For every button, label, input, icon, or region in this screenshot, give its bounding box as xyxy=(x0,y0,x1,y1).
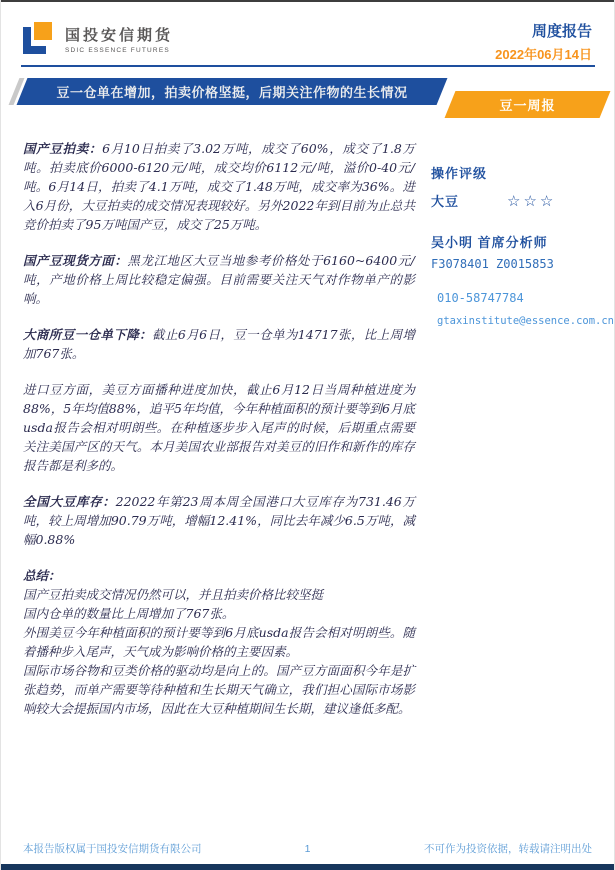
paragraph-text: 黑龙江地区大豆当地参考价格处于6160~6400元/吨，产地价格上周比较稳定偏强。目前需要关注天气对作物单产的影响。 xyxy=(23,253,415,306)
summary-line: 国产豆拍卖成交情况仍然可以，并且拍卖价格比较坚挺 xyxy=(23,587,324,602)
logo-blue-shape xyxy=(23,46,46,54)
brand-text xyxy=(65,24,173,54)
report-badge-label: 豆一周报 xyxy=(499,98,556,113)
summary-line: 国内仓单的数量比上周增加了767张。 xyxy=(23,606,235,621)
contact-phone: 010-58747784 xyxy=(437,291,524,305)
report-footer xyxy=(23,841,592,856)
analyst-sidebar xyxy=(431,163,614,327)
report-date: 2022年06月14日 xyxy=(495,47,592,62)
analyst-license-ids: F3078401 Z0015853 xyxy=(431,257,554,271)
paragraph-text: 截止6月6日，豆一仓单为14717张，比上周增加767张。 xyxy=(23,327,415,361)
brand-logo-icon xyxy=(23,22,55,54)
paragraph-spot xyxy=(23,251,415,308)
report-title: 豆一仓单在增加，拍卖价格坚挺，后期关注作物的生长情况 xyxy=(56,85,408,100)
rating-stars-icon: ☆☆☆ xyxy=(507,192,557,210)
paragraph-label: 大商所豆一仓单下降： xyxy=(23,327,153,342)
brand-name: 国投安信期货 xyxy=(65,27,174,44)
bottom-bar xyxy=(1,864,614,870)
paragraph-text: 22022年第23周本周全国港口大豆库存为731.46万吨，较上周增加90.79万吨，增幅12.41%，同比去年减少6.5万吨，减幅0.88% xyxy=(23,494,415,547)
top-divider xyxy=(1,0,614,2)
brand-subtitle: SDIC ESSENCE FUTURES xyxy=(65,47,170,54)
contact-email: gtaxinstitute@essence.com.cn xyxy=(437,315,615,327)
header-divider xyxy=(21,65,595,67)
paragraph-label: 国产豆现货方面： xyxy=(23,253,128,268)
summary-line: 外围美豆今年种植面积的预计要等到6月底usda报告会相对明朗些。随着播种步入尾声，天气成为影响价格的主要因素。 xyxy=(23,625,415,659)
paragraph-inventory xyxy=(23,492,415,549)
report-badge xyxy=(445,91,611,118)
paragraph-label: 国产豆拍卖： xyxy=(23,141,103,156)
footer-disclaimer: 不可作为投资依据，转载请注明出处 xyxy=(424,843,592,855)
logo-orange-square xyxy=(34,22,52,40)
report-type-label: 周度报告 xyxy=(531,23,592,40)
paragraph-warehouse-receipts xyxy=(23,325,415,363)
footer-copyright: 本报告版权属于国投安信期货有限公司 xyxy=(23,843,202,855)
rating-section-title: 操作评级 xyxy=(431,166,488,181)
paragraph-auction xyxy=(23,139,415,234)
rating-row xyxy=(431,191,614,210)
paragraph-text: 进口豆方面，美豆方面播种进度加快，截止6月12日当周种植进度为88%，5年均值88%，追平5年均值，今年种植面积的预计要等到6月底usda报告会相对明朗些。在种植逐步步入尾声的时候，后期重点需要关注美国产区的天气。本月美国农业部报告对美豆的旧作和新作的库存报告都是利多的。 xyxy=(23,382,415,473)
title-banner xyxy=(17,78,448,105)
header-right xyxy=(495,20,592,63)
paragraph-label: 全国大豆库存： xyxy=(23,494,116,509)
page-number: 1 xyxy=(304,842,311,855)
paragraph-imports xyxy=(23,380,415,475)
report-body xyxy=(23,139,415,718)
summary-line: 国际市场谷物和豆类价格的驱动均是向上的。国产豆方面面积今年是扩张趋势，而单产需要等待种植和生长期天气确立，我们担心国际市场影响较大会提振国内市场，因此在大豆种植期间生长期，建议逢低多配。 xyxy=(23,663,415,716)
summary-label: 总结： xyxy=(23,568,61,583)
analyst-name-title: 吴小明 首席分析师 xyxy=(431,235,548,250)
summary-section xyxy=(23,566,415,718)
paragraph-text: 6月10日拍卖了3.02万吨，成交了60%，成交了1.8万吨。拍卖底价6000-6120元/吨，成交均价6112元/吨，溢价0-40元/吨。6月14日，拍卖了4.1万吨，成交了1.48万吨，成交率为36%。进入6月份，大豆拍卖的成交情况表现较好。另外2022年到目前为止总共竞价拍卖了95万吨国产豆，成交了25万吨。 xyxy=(23,141,415,232)
rating-commodity: 大豆 xyxy=(431,194,460,209)
report-header xyxy=(23,20,592,64)
